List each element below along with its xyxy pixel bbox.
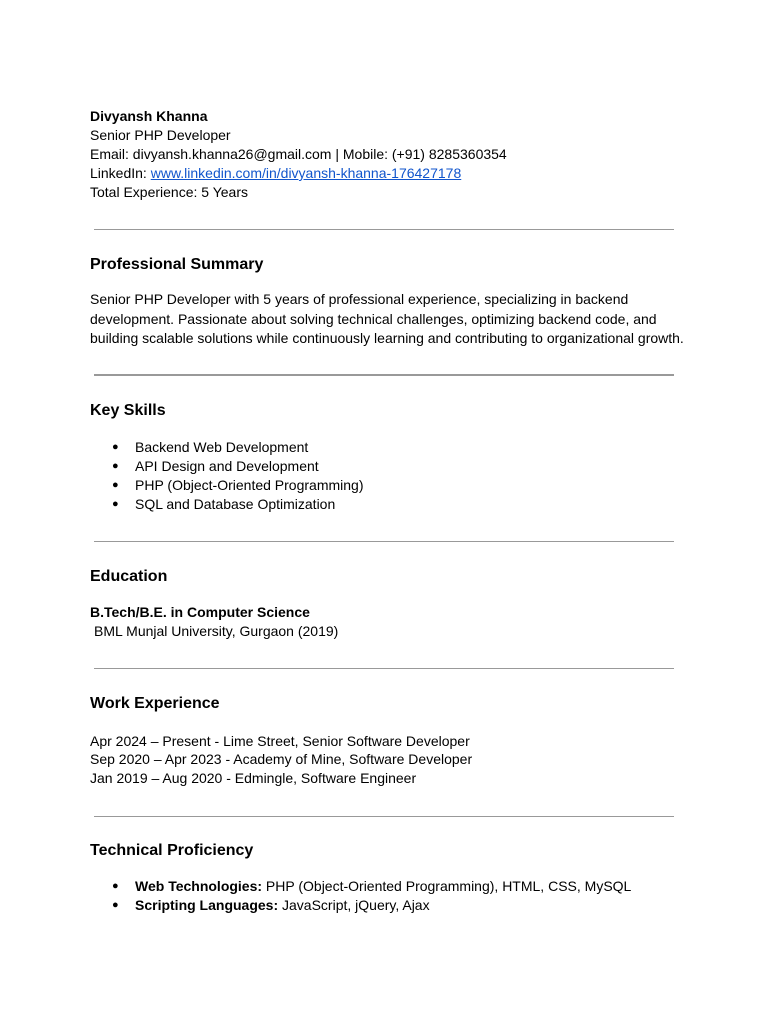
divider bbox=[94, 374, 674, 376]
skills-heading: Key Skills bbox=[90, 402, 166, 419]
list-item bbox=[90, 476, 363, 495]
degree: B.Tech/B.E. in Computer Science bbox=[90, 604, 310, 620]
skill-text: SQL and Database Optimization bbox=[135, 496, 336, 512]
summary-text: Senior PHP Developer with 5 years of professional experience, specializing in backend development. Passionate about solving technical challenges, optimizing backend code, and building scalable solutions while continuously learning and contributing to organizational growth. bbox=[90, 291, 684, 346]
list-item bbox=[90, 495, 363, 514]
bullet-icon: ● bbox=[112, 460, 119, 472]
summary-heading: Professional Summary bbox=[90, 256, 264, 273]
email-value: divyansh.khanna26@gmail.com bbox=[132, 146, 332, 162]
education-heading: Education bbox=[90, 568, 168, 585]
tech-label: Scripting Languages: bbox=[135, 897, 279, 913]
divider bbox=[94, 816, 674, 817]
candidate-name: Divyansh Khanna bbox=[90, 108, 208, 124]
tech-value: JavaScript, jQuery, Ajax bbox=[278, 897, 430, 913]
work-entry: Sep 2020 – Apr 2023 - Academy of Mine, Software Developer bbox=[90, 751, 473, 767]
bullet-icon: ● bbox=[112, 479, 119, 491]
linkedin-label: LinkedIn: bbox=[90, 165, 151, 181]
bullet-icon: ● bbox=[112, 899, 119, 911]
skill-text: PHP (Object-Oriented Programming) bbox=[135, 477, 364, 493]
list-item bbox=[90, 438, 363, 457]
work-heading: Work Experience bbox=[90, 695, 220, 712]
email-label: Email: bbox=[90, 146, 133, 162]
contact-line bbox=[90, 145, 507, 164]
work-entry: Apr 2024 – Present - Lime Street, Senior Software Developer bbox=[90, 733, 470, 749]
list-item bbox=[90, 896, 631, 915]
total-experience: Total Experience: 5 Years bbox=[90, 184, 248, 200]
divider bbox=[94, 668, 674, 669]
institution: BML Munjal University, Gurgaon (2019) bbox=[94, 623, 339, 639]
candidate-role: Senior PHP Developer bbox=[90, 127, 231, 143]
mobile-value: (+91) 8285360354 bbox=[391, 146, 507, 162]
technical-heading: Technical Proficiency bbox=[90, 842, 254, 859]
divider bbox=[94, 229, 674, 230]
linkedin-link[interactable]: www.linkedin.com/in/divyansh-khanna-176427178 bbox=[150, 165, 462, 181]
bullet-icon: ● bbox=[112, 441, 119, 453]
bullet-icon: ● bbox=[112, 498, 119, 510]
divider bbox=[94, 541, 674, 542]
tech-value: PHP (Object-Oriented Programming), HTML, CSS, MySQL bbox=[262, 878, 632, 894]
linkedin-line bbox=[90, 164, 461, 183]
work-entry: Jan 2019 – Aug 2020 - Edmingle, Software Engineer bbox=[90, 770, 417, 786]
mobile-label: | Mobile: bbox=[331, 146, 392, 162]
list-item bbox=[90, 877, 631, 896]
skill-text: Backend Web Development bbox=[135, 439, 309, 455]
list-item bbox=[90, 457, 363, 476]
skill-text: API Design and Development bbox=[135, 458, 319, 474]
tech-label: Web Technologies: bbox=[135, 878, 263, 894]
technical-list bbox=[90, 877, 631, 915]
skills-list bbox=[90, 438, 363, 514]
bullet-icon: ● bbox=[112, 880, 119, 892]
